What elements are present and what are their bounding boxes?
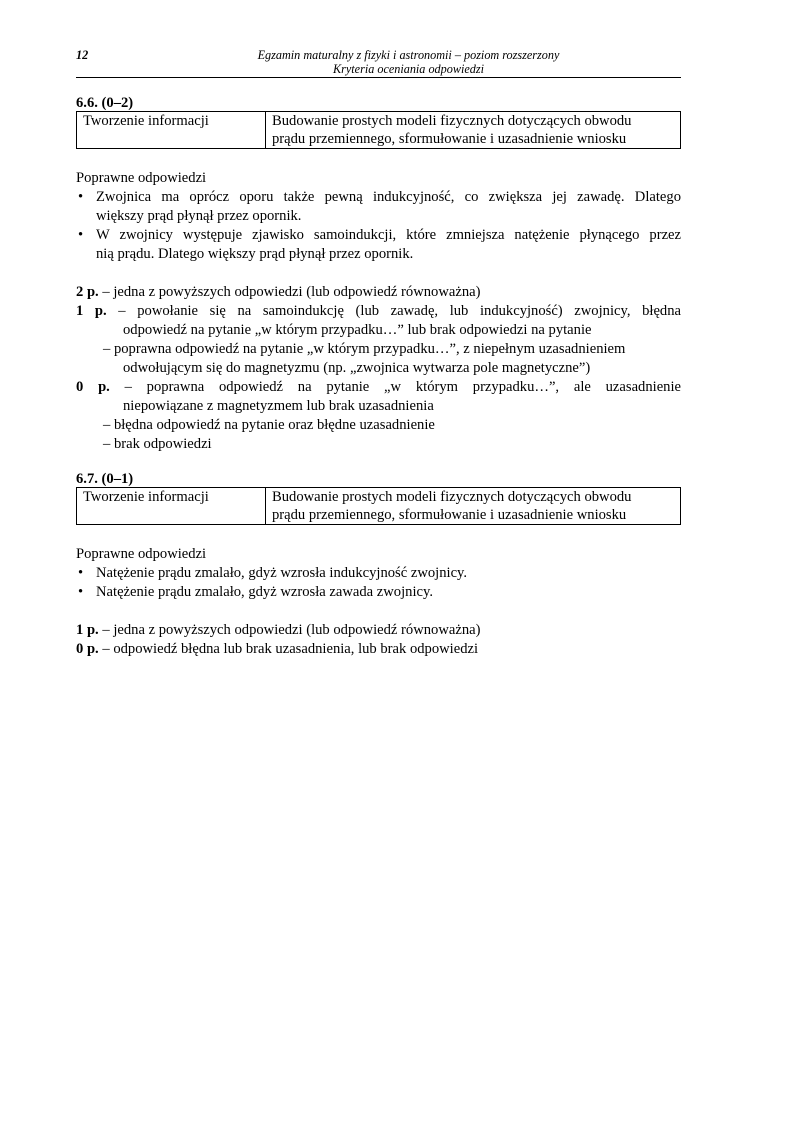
criteria-description-line: prądu przemiennego, sformułowanie i uzasadnienie wniosku bbox=[272, 507, 627, 523]
criteria-category: Tworzenie informacji bbox=[77, 112, 266, 149]
criteria-table-6-7 bbox=[76, 487, 681, 525]
answers-list-6-6 bbox=[76, 188, 681, 264]
score-alt: – brak odpowiedzi bbox=[103, 436, 212, 452]
score-alt: – poprawna odpowiedź na pytanie „w którym przypadku…”, z niepełnym uzasadnieniem bbox=[103, 341, 626, 357]
score-alt: – błędna odpowiedź na pytanie oraz błędne uzasadnienie bbox=[103, 417, 435, 433]
score-label: 0 p. bbox=[76, 641, 99, 657]
answer-line: Natężenie prądu zmalało, gdyż wzrosła zawada zwojnicy. bbox=[96, 584, 433, 600]
score-text: – powołanie się na samoindukcję (lub zawadę, lub indukcyjność) zwojnicy, błędna bbox=[106, 303, 681, 319]
criteria-table-6-6 bbox=[76, 111, 681, 149]
score-label: 2 p. bbox=[76, 284, 99, 300]
header-title: Egzamin maturalny z fizyki i astronomii – poziom rozszerzony bbox=[257, 48, 560, 62]
criteria-description bbox=[266, 112, 681, 149]
answer-line: Zwojnica ma oprócz oporu także pewną indukcyjność, co zwiększa jej zawadę. Dlatego bbox=[96, 189, 681, 205]
criteria-description-line: Budowanie prostych modeli fizycznych dotyczących obwodu bbox=[272, 113, 632, 129]
score-row-0p bbox=[76, 378, 681, 397]
criteria-description bbox=[266, 488, 681, 525]
bullet-icon: • bbox=[78, 565, 84, 581]
page bbox=[76, 47, 681, 659]
section-title-6-7: 6.7. (0–1) bbox=[76, 471, 134, 487]
criteria-description-line: prądu przemiennego, sformułowanie i uzasadnienie wniosku bbox=[272, 131, 627, 147]
header-titles bbox=[136, 48, 681, 76]
list-item bbox=[76, 226, 681, 264]
score-text: – poprawna odpowiedź na pytanie „w którym przypadku…”, ale uzasadnienie bbox=[109, 379, 681, 395]
answers-label: Poprawne odpowiedzi bbox=[76, 546, 207, 562]
section-title-6-6: 6.6. (0–2) bbox=[76, 95, 134, 111]
page-number: 12 bbox=[76, 48, 89, 62]
bullet-icon: • bbox=[78, 584, 84, 600]
score-row-2p bbox=[76, 283, 681, 302]
scoring-6-6 bbox=[76, 283, 681, 454]
score-text-continued: niepowiązane z magnetyzmem lub brak uzasadnienia bbox=[123, 398, 434, 414]
score-text-continued: odpowiedź na pytanie „w którym przypadku…” lub brak odpowiedzi na pytanie bbox=[123, 322, 592, 338]
score-row-0p bbox=[76, 640, 681, 659]
score-row-1p bbox=[76, 621, 681, 640]
answer-line: W zwojnicy występuje zjawisko samoindukcji, które zmniejsza natężenie płynącego przez bbox=[96, 227, 681, 243]
list-item bbox=[76, 583, 681, 602]
list-item bbox=[76, 188, 681, 226]
answers-list-6-7 bbox=[76, 564, 681, 602]
answer-line: Natężenie prądu zmalało, gdyż wzrosła indukcyjność zwojnicy. bbox=[96, 565, 468, 581]
score-text: – odpowiedź błędna lub brak uzasadnienia, lub brak odpowiedzi bbox=[98, 641, 479, 657]
score-text-continued: odwołującym się do magnetyzmu (np. „zwojnica wytwarza pole magnetyczne”) bbox=[123, 360, 591, 376]
bullet-icon: • bbox=[78, 227, 84, 243]
score-label: 0 p. bbox=[76, 379, 110, 395]
score-label: 1 p. bbox=[76, 303, 107, 319]
list-item bbox=[76, 564, 681, 583]
score-label: 1 p. bbox=[76, 622, 99, 638]
answer-line: większy prąd płynął przez opornik. bbox=[96, 208, 302, 224]
page-header bbox=[76, 47, 681, 78]
header-subtitle: Kryteria oceniania odpowiedzi bbox=[333, 62, 484, 76]
score-text: – jedna z powyższych odpowiedzi (lub odpowiedź równoważna) bbox=[98, 284, 481, 300]
criteria-description-line: Budowanie prostych modeli fizycznych dotyczących obwodu bbox=[272, 489, 632, 505]
scoring-6-7 bbox=[76, 621, 681, 659]
answer-line: nią prądu. Dlatego większy prąd płynął przez opornik. bbox=[96, 246, 414, 262]
answers-label: Poprawne odpowiedzi bbox=[76, 170, 207, 186]
score-text: – jedna z powyższych odpowiedzi (lub odpowiedź równoważna) bbox=[98, 622, 481, 638]
bullet-icon: • bbox=[78, 189, 84, 205]
criteria-category: Tworzenie informacji bbox=[77, 488, 266, 525]
score-row-1p bbox=[76, 302, 681, 321]
